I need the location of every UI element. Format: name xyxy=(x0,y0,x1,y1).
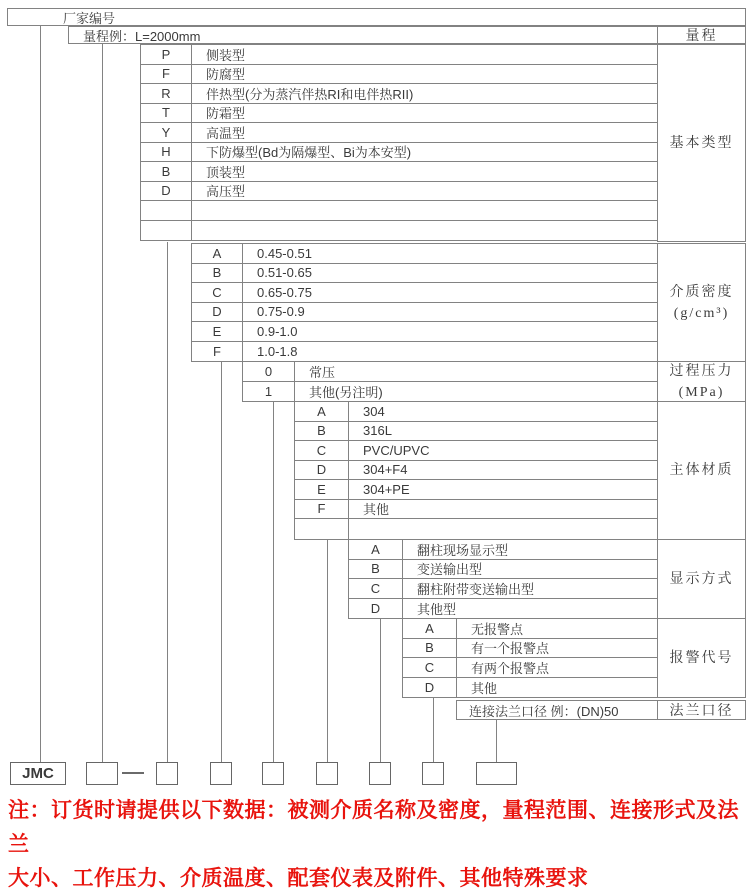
range-category-label: 量程 xyxy=(685,29,718,44)
category-label-medium-density xyxy=(657,243,746,362)
code-cell: A xyxy=(349,540,403,559)
model-code-box-1 xyxy=(86,762,118,785)
code-cell: A xyxy=(403,619,457,638)
model-code-box-4 xyxy=(262,762,284,785)
category-label-line: 过程压力 xyxy=(669,363,734,379)
table-row xyxy=(141,162,657,182)
description-cell: 无报警点 xyxy=(471,621,524,637)
code-cell: B xyxy=(141,162,192,181)
code-cell xyxy=(295,519,349,539)
table-row xyxy=(141,182,657,202)
table-row xyxy=(295,519,657,539)
category-label-alarm-code xyxy=(657,618,746,698)
code-cell: B xyxy=(295,422,349,441)
table-row xyxy=(403,678,657,698)
flange-spec-cell: 连接法兰口径 例：(DN)50 xyxy=(457,701,658,719)
ordering-note-line1: 注：订货时请提供以下数据：被测介质名称及密度，量程范围、连接形式及法兰 xyxy=(8,799,739,857)
description-cell: 翻柱附带变送输出型 xyxy=(417,581,535,597)
table-row xyxy=(295,480,657,500)
code-cell: H xyxy=(141,143,192,162)
description-cell xyxy=(349,519,657,539)
table-row xyxy=(141,221,657,241)
table-row xyxy=(403,619,657,639)
description-cell: 1.0-1.8 xyxy=(257,343,298,359)
table-row xyxy=(403,639,657,659)
table-row xyxy=(192,264,657,284)
description-cell xyxy=(192,221,657,241)
category-label-line: 基本类型 xyxy=(669,135,734,151)
code-cell: Y xyxy=(141,123,192,142)
code-cell: E xyxy=(295,480,349,499)
code-cell: A xyxy=(192,244,243,263)
code-block-basic-type xyxy=(140,44,658,241)
description-cell: 有两个报警点 xyxy=(471,660,550,676)
description-cell: 常压 xyxy=(309,364,336,380)
table-row xyxy=(403,658,657,678)
code-cell: E xyxy=(192,322,243,341)
code-cell: 0 xyxy=(243,362,295,381)
table-row xyxy=(349,579,657,599)
code-cell: D xyxy=(349,599,403,619)
table-row xyxy=(295,422,657,442)
description-cell: 0.51-0.65 xyxy=(257,265,312,281)
connector-line-9 xyxy=(496,720,497,762)
code-cell: B xyxy=(349,560,403,579)
table-row xyxy=(295,402,657,422)
table-row xyxy=(243,382,657,402)
table-row xyxy=(349,540,657,560)
code-cell xyxy=(141,221,192,241)
table-row xyxy=(141,123,657,143)
category-label-line: 报警代号 xyxy=(669,650,734,666)
manufacturer-number-cell xyxy=(7,8,746,26)
model-separator-dash xyxy=(122,772,144,774)
description-cell: PVC/UPVC xyxy=(363,442,430,458)
description-cell: 304+F4 xyxy=(363,462,408,478)
code-block-display-mode xyxy=(348,539,658,619)
model-code-box-6 xyxy=(369,762,391,785)
category-label-basic-type xyxy=(657,44,746,242)
description-cell: 0.45-0.51 xyxy=(257,245,312,261)
code-block-medium-density xyxy=(191,243,658,362)
description-cell: 下防爆型(Bd为隔爆型、Bi为本安型) xyxy=(206,145,412,161)
description-cell: 304 xyxy=(363,403,385,419)
code-cell: D xyxy=(141,182,192,201)
connector-line-7 xyxy=(380,619,381,762)
code-cell: D xyxy=(295,461,349,480)
description-cell xyxy=(192,201,657,220)
table-row xyxy=(192,283,657,303)
table-row xyxy=(243,362,657,382)
flange-row xyxy=(456,700,746,720)
category-label-process-pressure xyxy=(657,361,746,402)
code-cell: D xyxy=(403,678,457,698)
connector-line-5 xyxy=(273,402,274,762)
code-cell: R xyxy=(141,84,192,103)
table-row xyxy=(349,560,657,580)
code-cell: F xyxy=(141,65,192,84)
code-cell: B xyxy=(192,264,243,283)
code-block-alarm-code xyxy=(402,618,658,698)
table-row xyxy=(141,104,657,124)
code-cell: C xyxy=(192,283,243,302)
description-cell: 304+PE xyxy=(363,481,410,497)
description-cell: 其他 xyxy=(363,502,390,518)
description-cell: 高压型 xyxy=(206,184,246,200)
connector-line-8 xyxy=(433,698,434,762)
table-row xyxy=(192,322,657,342)
manufacturer-number-label: 厂家编号 xyxy=(63,10,116,26)
table-row xyxy=(141,45,657,65)
code-cell: B xyxy=(403,639,457,658)
description-cell: 有一个报警点 xyxy=(471,641,550,657)
code-block-process-pressure xyxy=(242,361,658,402)
description-cell: 顶装型 xyxy=(206,164,246,180)
category-label-body-material xyxy=(657,401,746,540)
connector-line-1 xyxy=(40,26,41,762)
code-cell: C xyxy=(349,579,403,598)
code-block-body-material xyxy=(294,401,658,540)
code-cell xyxy=(141,201,192,220)
code-cell: C xyxy=(403,658,457,677)
table-row xyxy=(141,84,657,104)
description-cell: 防霜型 xyxy=(206,106,246,122)
description-cell: 其他 xyxy=(471,680,498,696)
category-label-line: 显示方式 xyxy=(669,571,734,587)
connector-line-6 xyxy=(327,540,328,762)
connector-line-2 xyxy=(102,44,103,762)
connector-line-4 xyxy=(221,362,222,762)
model-code-box-2 xyxy=(156,762,178,785)
ordering-note-line2: 大小、工作压力、介质温度、配套仪表及附件、其他特殊要求 xyxy=(8,867,589,891)
description-cell: 变送输出型 xyxy=(417,562,483,578)
flange-category-label: 法兰口径 xyxy=(669,704,734,719)
description-cell: 0.65-0.75 xyxy=(257,284,312,300)
category-label-line: 介质密度 xyxy=(669,284,734,300)
table-row xyxy=(295,441,657,461)
range-example-cell: 量程例：L=2000mm xyxy=(69,27,658,43)
model-code-box-8 xyxy=(476,762,517,785)
category-label-line: 主体材质 xyxy=(669,463,734,478)
code-cell: D xyxy=(192,303,243,322)
description-cell: 其他(另注明) xyxy=(309,384,383,400)
table-row xyxy=(192,303,657,323)
description-cell: 翻柱现场显示型 xyxy=(417,542,509,558)
range-row xyxy=(68,26,746,44)
model-code-box-5 xyxy=(316,762,338,785)
connector-line-3 xyxy=(167,242,168,762)
table-row xyxy=(295,461,657,481)
category-label-line: (MPa) xyxy=(678,384,725,400)
table-row xyxy=(192,342,657,362)
table-row xyxy=(295,500,657,520)
table-row xyxy=(141,65,657,85)
table-row xyxy=(141,143,657,163)
description-cell: 其他型 xyxy=(417,601,457,617)
category-label-display-mode xyxy=(657,539,746,619)
description-cell: 高温型 xyxy=(206,125,246,141)
description-cell: 316L xyxy=(363,423,392,439)
code-cell: T xyxy=(141,104,192,123)
code-cell: F xyxy=(295,500,349,519)
model-prefix-box: JMC xyxy=(10,762,66,785)
ordering-note xyxy=(8,794,746,896)
table-row xyxy=(192,244,657,264)
table-row xyxy=(349,599,657,619)
code-cell: P xyxy=(141,45,192,64)
description-cell: 防腐型 xyxy=(206,67,246,83)
code-cell: C xyxy=(295,441,349,460)
description-cell: 0.9-1.0 xyxy=(257,323,298,339)
code-cell: A xyxy=(295,402,349,421)
description-cell: 0.75-0.9 xyxy=(257,304,305,320)
model-code-box-3 xyxy=(210,762,232,785)
category-label-line: (g/cm³) xyxy=(673,305,730,321)
code-cell: F xyxy=(192,342,243,362)
description-cell: 伴热型(分为蒸汽伴热RI和电伴热RII) xyxy=(206,86,414,102)
code-cell: 1 xyxy=(243,382,295,402)
table-row xyxy=(141,201,657,221)
model-code-box-7 xyxy=(422,762,444,785)
description-cell: 侧装型 xyxy=(206,47,246,63)
